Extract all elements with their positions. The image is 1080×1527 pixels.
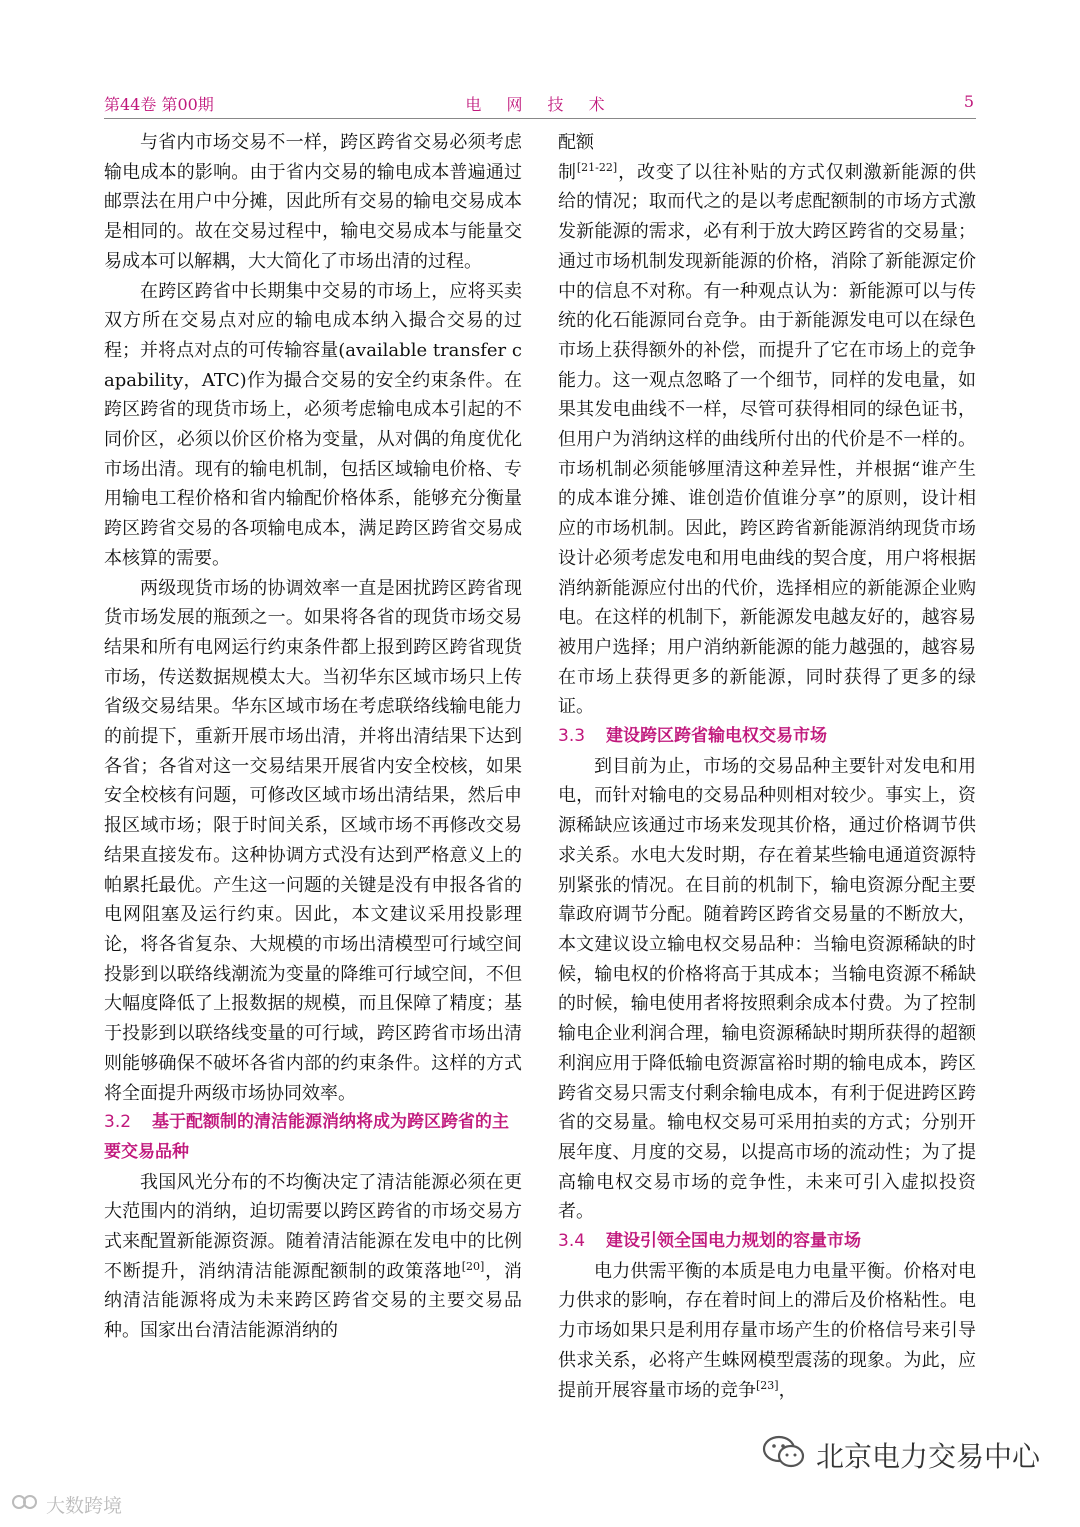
section-number: 3.3: [558, 726, 586, 747]
watermark-left: [10, 1486, 122, 1522]
paragraph: 两级现货市场的协调效率一直是困扰跨区跨省现货市场发展的瓶颈之一。如果将各省的现货市场交易结果和所有电网运行约束条件都上报到跨区跨省现货市场，传送数据规模太大。当初华东区域市场只上传省级交易结果。华东区域市场在考虑联络线输电能力的前提下，重新开展市场出清，并将出清结果下达到各省；各省对这一交易结果开展省内安全校核，如果安全校核有问题，可修改区域市场出清结果，然后申报区域市场；限于时间关系，区域市场不再修改交易结果直接发布。这种协调方式没有达到严格意义上的帕累托最优。产生这一问题的关键是没有申报各省的电网阻塞及运行约束。因此，本文建议采用投影理论，将各省复杂、大规模的市场出清模型可行域空间投影到以联络线潮流为变量的降维可行域空间，不但大幅度降低了上报数据的规模，而且保障了精度；基于投影到以联络线变量的可行域，跨区跨省市场出清则能够确保不破坏各省内部的约束条件。这样的方式将全面提升两级市场协同效率。: [104, 577, 522, 1104]
section-number: 3.2: [104, 1112, 132, 1133]
citation: [20]: [461, 1259, 485, 1273]
paragraph: [558, 1257, 976, 1406]
paragraph: [104, 1168, 522, 1346]
watermark-left-text: 大数跨境: [46, 1494, 123, 1517]
section-heading-3-3: [558, 722, 976, 752]
paragraph-fragment: 配额: [558, 132, 594, 153]
section-heading-3-4: [558, 1227, 976, 1257]
citation: [23]: [756, 1378, 779, 1392]
section-title: 基于配额制的清洁能源消纳将成为跨区跨省的主要交易品种: [104, 1112, 509, 1162]
header-rule: [104, 118, 976, 119]
left-column: [104, 128, 522, 1346]
page-number: 5: [963, 92, 974, 111]
paragraph: 与省内市场交易不一样，跨区跨省交易必须考虑输电成本的影响。由于省内交易的输电成本普遍通过邮票法在用户中分摊，因此所有交易的输电交易成本是相同的。故在交易过程中，输电交易成本与能量交易成本可以解耦，大大简化了市场出清的过程。: [104, 132, 522, 272]
paragraph-text: 制: [558, 161, 577, 183]
paragraph: 到目前为止，市场的交易品种主要针对发电和用电，而针对输电的交易品种则相对较少。事实上，资源稀缺应该通过市场来发现其价格，通过价格调节供求关系。水电大发时期，存在着某些输电通道资源特别紧张的情况。在目前的机制下，输电资源分配主要靠政府调节分配。随着跨区跨省交易量的不断放大，本文建议设立输电权交易品种：当输电资源稀缺的时候，输电权的价格将高于其成本；当输电资源不稀缺的时候，输电使用者将按照剩余成本付费。为了控制输电企业利润合理，输电资源稀缺时期所获得的超额利润应用于降低输电资源富裕时期的输电成本，跨区跨省交易只需支付剩余输电成本，有利于促进跨区跨省的交易量。输电权交易可采用拍卖的方式；分别开展年度、月度的交易，以提高市场的流动性；为了提高输电权交易市场的竞争性，未来可引入虚拟投资者。: [558, 755, 976, 1223]
paragraph: [558, 158, 976, 722]
paragraph-text: 我国风光分布的不均衡决定了清洁能源必须在更大范围内的消纳，迫切需要以跨区跨省的市场交易方式来配置新能源资源。随着清洁能源在发电中的比例不断提升，消纳清洁能源配额制的政策落地: [104, 1171, 522, 1282]
paragraph-text: ，: [778, 1379, 797, 1401]
watermark-right: [762, 1430, 1040, 1480]
section-heading-3-2: [104, 1108, 522, 1167]
paragraph: 在跨区跨省中长期集中交易的市场上，应将买卖双方所在交易点对应的输电成本纳入撮合交易的过程；并将点对点的可传输容量(available transfer capability，ATC)作为撮合交易的安全约束条件。在跨区跨省的现货市场上，必须考虑输电成本引起的不同价区，必须以价区价格为变量，从对偶的角度优化市场出清。现有的输电机制，包括区域输电价格、专用输电工程价格和省内输配价格体系，能够充分衡量跨区跨省交易的各项输电成本，满足跨区跨省交易成本核算的需要。: [104, 280, 522, 569]
link-icon: [10, 1493, 40, 1515]
watermark-right-text: 北京电力交易中心: [815, 1440, 1040, 1473]
running-header: [104, 92, 976, 116]
citation: [21-22]: [576, 160, 618, 174]
right-column: [558, 128, 976, 1405]
section-number: 3.4: [558, 1231, 586, 1252]
section-title: 建设引领全国电力规划的容量市场: [606, 1231, 861, 1252]
paragraph-text: 电力供需平衡的本质是电力电量平衡。价格对电力供求的影响，存在着时间上的滞后及价格粘性。电力市场如果只是利用存量市场产生的价格信号来引导供求关系，必将产生蛛网模型震荡的现象。为此，应提前开展容量市场的竞争: [558, 1260, 976, 1401]
journal-volume: 第44卷 第00期: [104, 95, 214, 114]
journal-name: 电 网 技 术: [465, 95, 615, 114]
section-title: 建设跨区跨省输电权交易市场: [606, 726, 827, 747]
wechat-icon: [762, 1434, 806, 1477]
paragraph-text: ，改变了以往补贴的方式仅刺激新能源的供给的情况；取而代之的是以考虑配额制的市场方式激发新能源的需求，必有利于放大跨区跨省的交易量；通过市场机制发现新能源的价格，消除了新能源定价中的信息不对称。有一种观点认为：新能源可以与传统的化石能源同台竞争。由于新能源发电可以在绿色市场上获得额外的补偿，而提升了它在市场上的竞争能力。这一观点忽略了一个细节，同样的发电量，如果其发电曲线不一样，尽管可获得相同的绿色证书，但用户为消纳这样的曲线所付出的代价是不一样的。市场机制必须能够厘清这种差异性，并根据“谁产生的成本谁分摊、谁创造价值谁分享”的原则，设计相应的市场机制。因此，跨区跨省新能源消纳现货市场设计必须考虑发电和用电曲线的契合度，用户将根据消纳新能源应付出的代价，选择相应的新能源企业购电。在这样的机制下，新能源发电越友好的，越容易被用户选择；用户消纳新能源的能力越强的，越容易在市场上获得更多的新能源，同时获得了更多的绿证。: [558, 161, 977, 718]
paragraph-text: ，消纳清洁能源将成为未来跨区跨省交易的主要交易品种。国家出台清洁能源消纳的: [104, 1260, 523, 1342]
